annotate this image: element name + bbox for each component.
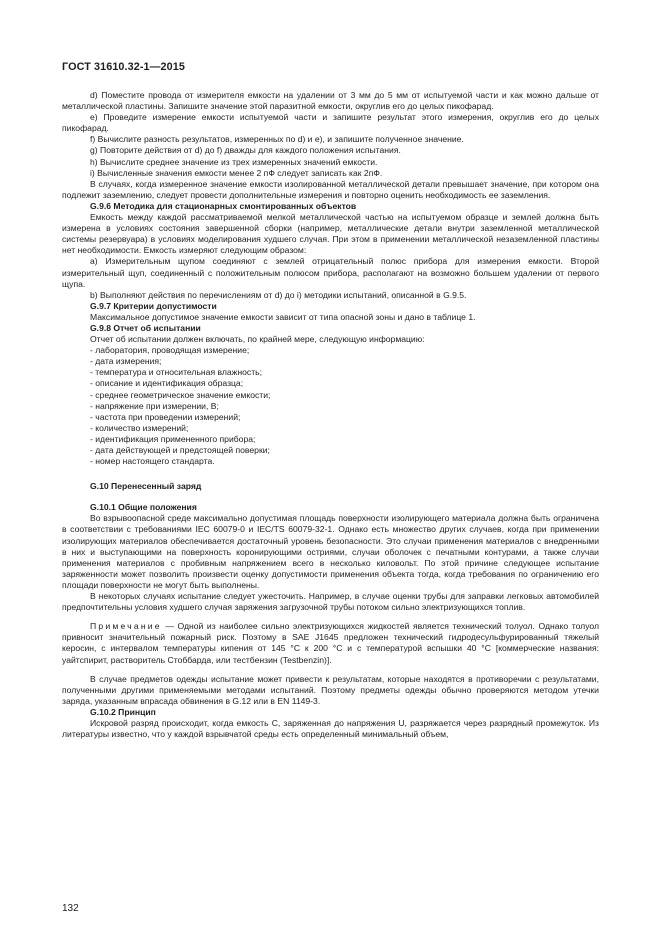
step-g: g) Повторите действия от d) до f) дважды для каждого положения испытания.: [90, 145, 401, 156]
list-item: - дата измерения;: [90, 356, 162, 367]
list-item: - описание и идентификация образца;: [90, 378, 244, 389]
note-label: Примечание: [90, 621, 162, 632]
step-a: а) Измерительным щупом соединяют с землей отрицательный полюс прибора для измерения емкости. Второй измерительный щуп, соединенный с положительным полюсом прибора, располагают на возможно большем удалении от первого щупа.: [62, 256, 599, 289]
list-item: - дата действующей и предстоящей поверки;: [90, 445, 270, 455]
list-item: - лаборатория, проводящая измерение;: [90, 345, 250, 356]
list-item: - идентификация примененного прибора;: [90, 433, 256, 444]
page-body: [62, 90, 599, 740]
list-item: - напряжение при измерении, В;: [90, 400, 219, 411]
g101-paragraph-b: В некоторых случаях испытание следует ужесточить. Например, в случае оценки трубы для заправки легковых автомобилей предпочтительны условия худшего случая заряжения загрузочной трубы потоком сильно электризующихся топлив.: [62, 591, 599, 613]
clothing-paragraph: В случае предметов одежды испытание может привести к результатам, которые находятся в противоречии с результатами, полученными другими применяемыми методами испытаний. Поэтому предметы одежды обычно проверяются методом утечки заряда, указанным впрасада обвинения в G.12 или в EN 1149-3.: [62, 673, 599, 706]
report-items-list: [62, 345, 599, 467]
g96-paragraph: Емкость между каждой рассматриваемой мелкой металлической частью на испытуемом образце и землей должна быть измерена в условиях состояния завершенной сборки (например, металлические детали внутри заземленной металлической системы резервуара) в условиях моделирования худшего случая. При этом в применении металлической незаземленной пластины нет необходимости. Емкость измеряют следующим образом:: [62, 212, 599, 256]
section-heading-g98: G.9.8 Отчет об испытании: [90, 322, 201, 333]
page-number: 132: [62, 903, 79, 914]
step-b: b) Выполняют действия по перечислениям от d) до i) методики испытаний, описанной в G.9.5.: [90, 289, 467, 300]
note-paragraph: [62, 621, 599, 665]
step-f: f) Вычислите разность результатов, измеренных по d) и е), и запишите полученное значение.: [90, 134, 464, 145]
cases-paragraph: В случаях, когда измеренное значение емкости изолированной металлической детали превышает значение, при котором она подлежит заземлению, следует провести дополнительные измерения и повторно оценить необходимость ее заземления.: [62, 178, 599, 200]
list-item: - частота при проведении измерений;: [90, 411, 241, 422]
section-heading-g101: G.10.1 Общие положения: [90, 502, 197, 513]
section-heading-g97: G.9.7 Критерии допустимости: [90, 300, 217, 311]
step-h: h) Вычислите среднее значение из трех измеренных значений емкости.: [90, 156, 378, 167]
step-e: е) Проведите измерение емкости испытуемой части и запишите результат этого измерения, округлив его до целых пикофарад.: [62, 112, 599, 134]
note-text: — Одной из наиболее сильно электризующихся жидкостей является технический толуол. Однако толуол привносит значительный пожарный риск. Поэтому в SAE J1645 предложен технический гидродесульфурированный тяжелый керосин, с интервалом температуры кипения от 145 °С к 200 °С и с температурой вспышки 40 °С [коммерческие названия: уайтспирит, растворитель Стоббарда, или тестбензин (Testbenzin)].: [62, 621, 599, 665]
section-heading-g96: G.9.6 Методика для стационарных смонтированных объектов: [90, 200, 357, 211]
standard-header: ГОСТ 31610.32-1—2015: [62, 61, 185, 73]
section-heading-g10: G.10 Перенесенный заряд: [90, 481, 202, 492]
step-i: i) Вычисленные значения емкости менее 2 пФ следует записать как 2пФ.: [90, 167, 383, 178]
list-item: - номер настоящего стандарта.: [90, 456, 215, 467]
section-heading-g102: G.10.2 Принцип: [90, 706, 156, 717]
list-item: - температура и относительная влажность;: [90, 367, 263, 378]
step-d: d) Поместите провода от измерителя емкости на удалении от 3 мм до 5 мм от испытуемой части и как можно дальше от металлической пластины. Запишите значение этой паразитной емкости, округлив его до целых пикофарад.: [62, 90, 599, 112]
list-item: - среднее геометрическое значение емкости;: [90, 389, 271, 400]
g98-paragraph: Отчет об испытании должен включать, по крайней мере, следующую информацию:: [90, 334, 425, 345]
list-item: - количество измерений;: [90, 422, 189, 433]
g102-paragraph: Искровой разряд происходит, когда емкость C, заряженная до напряжения U, разряжается через разрядный промежуток. Из литературы известно, что у каждой взрывчатой среды есть определенный минимальный объем,: [62, 717, 599, 740]
g97-paragraph: Максимальное допустимое значение емкости зависит от типа опасной зоны и дано в таблице 1.: [90, 311, 476, 322]
g101-paragraph-a: Во взрывоопасной среде максимально допустимая площадь поверхности изолирующего материала должна быть ограничена в соответствии с требованиями IEC 60079-0 и IEC/TS 60079-32-1. Однако есть множество других случаев, когда при применении изолирующих материалов обеспечивается достаточный уровень безопасности. Это случаи применения материалов с внедренными в них и выступающими на поверхность коронирующими остриями, случаи оболочек с печатными контурами, а также случаи применения материалов с пробивным напряжением всего в несколько киловольт. По этой причине следующее испытание заряженности может позволить произвести оценку допустимости применения объекта тогда, когда требования по ограничению его площади поверхности не могут быть выполнены.: [62, 513, 599, 590]
